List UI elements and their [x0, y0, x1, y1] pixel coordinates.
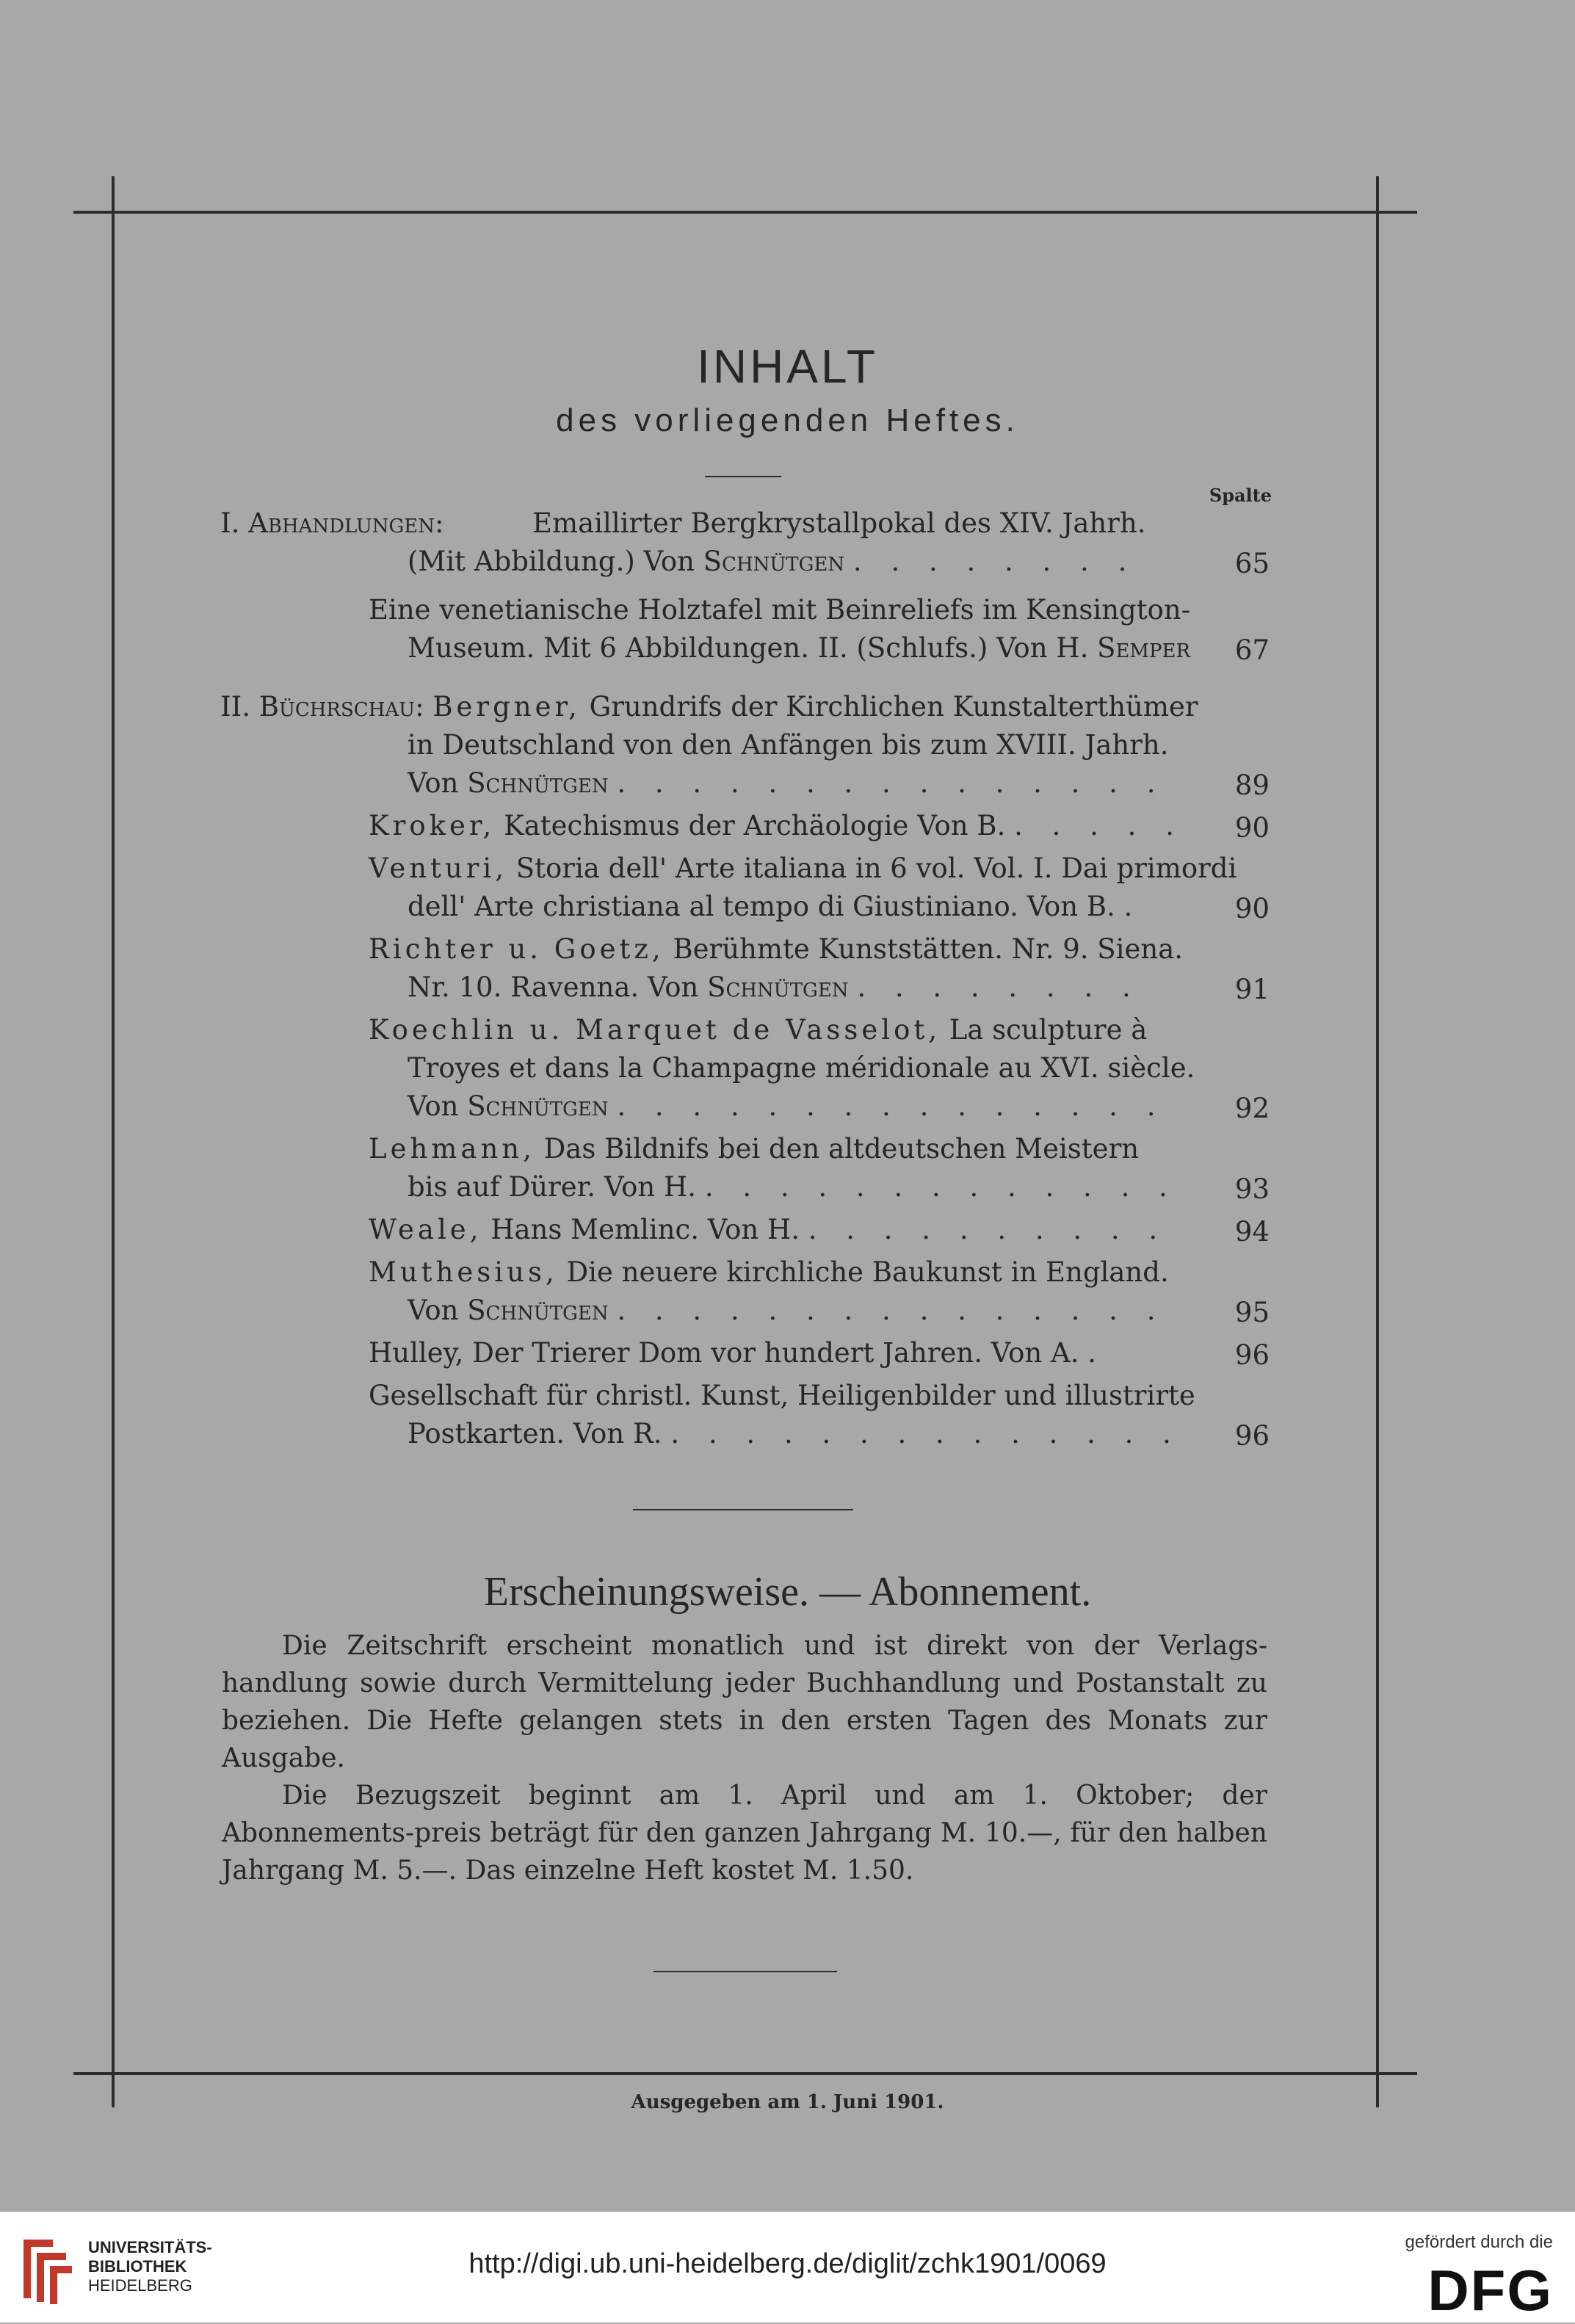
- toc-entry: [369, 1256, 1169, 1288]
- page-subtitle: des vorliegenden Heftes.: [556, 402, 1019, 438]
- leader-dots: . . . . . . . . . . . . . . .: [617, 1090, 1166, 1122]
- funding-label: gefördert durch die: [1405, 2232, 1553, 2252]
- toc-s2-e1-line2: in Deutschland von den Anfängen bis zum XVIII. Jahrh.: [408, 729, 1169, 761]
- toc-s2-e4-page: 91: [1234, 974, 1270, 1005]
- leader-dots: . . . . . . . . . . . . . . .: [617, 767, 1166, 799]
- toc-s2-e1-page: 89: [1234, 770, 1270, 801]
- toc-s2-e10-line2: Postkarten. Von R.: [408, 1418, 662, 1449]
- library-name-line1: UNIVERSITÄTS-: [88, 2238, 212, 2256]
- toc-s1-e1-line2: (Mit Abbildung.) Von: [408, 546, 695, 577]
- toc-section-1-label: I. Abhandlungen:: [220, 507, 444, 539]
- frame-right-rule: [1376, 176, 1379, 2107]
- toc-s2-e5-line3: Von: [408, 1090, 459, 1122]
- toc-s2-e3-line1: Storia dell' Arte italiana in 6 vol. Vol. I. Dai primordi: [515, 853, 1237, 884]
- toc-s2-e9-line1: Der Trierer Dom vor hundert Jahren. Von A.: [472, 1337, 1079, 1369]
- toc-s2-e4-name: Richter u. Goetz,: [369, 933, 665, 965]
- section-divider: [633, 1509, 853, 1510]
- toc-entry: [369, 1337, 1107, 1369]
- toc-s2-e2-line1: Katechismus der Archäologie Von B.: [504, 810, 1006, 841]
- toc-s2-e6-line2: bis auf Dürer. Von H.: [408, 1171, 697, 1203]
- page-url-link[interactable]: http://digi.ub.uni-heidelberg.de/diglit/zchk1901/0069: [468, 2248, 1107, 2279]
- toc-s2-e10-line1: Gesellschaft für christl. Kunst, Heiligenbilder und illustrirte: [369, 1380, 1195, 1411]
- toc-s2-e9-page: 96: [1234, 1339, 1270, 1371]
- toc-entry: [220, 691, 1198, 723]
- toc-s2-e8-name: Muthesius,: [369, 1256, 558, 1288]
- toc-s2-e1-author: Schnütgen: [467, 767, 609, 799]
- leader-dots: . . . . . . . . . . . . .: [704, 1171, 1178, 1203]
- toc-entry: [369, 1014, 1148, 1046]
- toc-s2-e5-page: 92: [1234, 1093, 1270, 1124]
- toc-entry: [369, 1216, 1167, 1243]
- toc-s2-e5-line2: Troyes et dans la Champagne méridionale au XVI. siècle.: [408, 1052, 1195, 1084]
- ornament-divider: [653, 1971, 837, 1972]
- toc-s2-e5-name: Koechlin u. Marquet de Vasselot,: [369, 1014, 941, 1046]
- toc-s2-e7-line1: Hans Memlinc. Von H.: [490, 1214, 800, 1245]
- toc-s2-e1-line1: Grundrifs der Kirchlichen Kunstalterthümer: [589, 691, 1198, 723]
- library-name-line2: BIBLIOTHEK: [88, 2257, 187, 2276]
- toc-entry: [408, 634, 1190, 662]
- toc-s2-e4-author: Schnütgen: [707, 971, 849, 1003]
- toc-s2-e2-name: Kroker,: [369, 810, 496, 841]
- toc-s2-e10-page: 96: [1234, 1420, 1270, 1452]
- toc-s2-e4-line1: Berühmte Kunststätten. Nr. 9. Siena.: [673, 933, 1184, 965]
- toc-s2-e3-name: Venturi,: [369, 853, 508, 884]
- toc-entry: [408, 1420, 1181, 1447]
- toc-s2-e3-line2: dell' Arte christiana al tempo di Giustiniano. Von B.: [408, 891, 1115, 922]
- leader-dots: . . . . . . . . . . . . . . .: [617, 1295, 1166, 1326]
- toc-s2-e7-name: Weale,: [369, 1214, 482, 1245]
- toc-s2-e8-line2: Von: [408, 1295, 459, 1326]
- toc-entry: [408, 893, 1143, 920]
- toc-s1-e1-page: 65: [1234, 548, 1270, 579]
- frame-left-rule: [112, 176, 115, 2107]
- toc-s2-e8-page: 95: [1234, 1297, 1270, 1328]
- toc-entry: [408, 971, 1141, 1003]
- leader-dots: . . . . .: [1014, 810, 1184, 841]
- toc-entry: [369, 1133, 1140, 1165]
- toc-entry: [408, 1173, 1178, 1201]
- leader-dots: .: [1123, 891, 1143, 922]
- toc-s2-e6-name: Lehmann,: [369, 1133, 535, 1165]
- leader-dots: . . . . . . . .: [852, 546, 1137, 577]
- toc-entry: [408, 1297, 1165, 1324]
- toc-entry: [408, 1090, 1166, 1122]
- toc-s2-e5-author: Schnütgen: [467, 1090, 609, 1122]
- column-label: Spalte: [1209, 485, 1272, 506]
- subscription-paragraph-1: Die Zeitschrift erscheint monatlich und ist direkt von der Verlags-handlung sowie durch Vermittelung jeder Buchhandlung und Postanstalt zu beziehen. Die Hefte gelangen stets in den ersten Tagen des Monats zur Ausgabe.: [222, 1631, 1267, 1773]
- toc-entry: [369, 855, 1237, 882]
- subscription-title: Erscheinungsweise. — Abonnement.: [483, 1569, 1092, 1615]
- toc-entry: [369, 812, 1184, 839]
- leader-dots: . . . . . . . . . .: [808, 1214, 1168, 1245]
- toc-s1-e2-line1: Eine venetianische Holztafel mit Beinreliefs im Kensington-: [369, 594, 1191, 626]
- toc-entry: [369, 935, 1183, 963]
- frame-bottom-rule: [73, 2072, 1417, 2075]
- toc-s2-e9-name: Hulley,: [369, 1337, 464, 1369]
- toc-s2-e7-page: 94: [1234, 1216, 1270, 1248]
- toc-s2-e6-page: 93: [1234, 1173, 1270, 1205]
- frame-top-rule: [73, 211, 1417, 214]
- toc-s2-e3-page: 90: [1234, 893, 1270, 924]
- leader-dots: .: [1087, 1337, 1107, 1369]
- page-title: INHALT: [697, 340, 878, 393]
- toc-s2-e1-line3: Von: [408, 767, 459, 799]
- leader-dots: . . . . . . . .: [857, 971, 1141, 1003]
- toc-s2-e4-line2: Nr. 10. Ravenna. Von: [408, 971, 699, 1003]
- toc-s2-e1-name: Bergner,: [432, 691, 581, 723]
- issue-date: Ausgegeben am 1. Juni 1901.: [631, 2091, 944, 2113]
- subscription-paragraph-2: Die Bezugszeit beginnt am 1. April und am 1. Oktober; der Abonnements-preis beträgt für den ganzen Jahrgang M. 10.—, für den halben Jahrgang M. 5.—. Das einzelne Heft kostet M. 1.50.: [222, 1781, 1267, 1886]
- title-divider: [705, 476, 781, 477]
- toc-s1-e2-line2: Museum. Mit 6 Abbildungen. II. (Schlufs.) Von H.: [408, 632, 1089, 664]
- toc-entry: [408, 548, 1137, 575]
- dfg-logo: DFG: [1427, 2258, 1553, 2323]
- viewer-bottom-bar: [0, 2212, 1575, 2323]
- toc-s2-e8-line1: Die neuere kirchliche Baukunst in England.: [566, 1256, 1169, 1288]
- toc-s2-e2-page: 90: [1234, 812, 1270, 844]
- leader-dots: . . . . . . . . . . . . . .: [670, 1418, 1181, 1449]
- toc-s2-e5-line1: La sculpture à: [949, 1014, 1148, 1046]
- toc-s1-e2-author: Semper: [1097, 632, 1191, 664]
- toc-s2-e8-author: Schnütgen: [467, 1295, 609, 1326]
- toc-s1-e1-line1: Emaillirter Bergkrystallpokal des XIV. Jahrh.: [532, 507, 1146, 539]
- library-name-line3: HEIDELBERG: [88, 2276, 192, 2295]
- toc-section-2-label: II. Büchrschau:: [220, 691, 424, 723]
- toc-s1-e2-page: 67: [1234, 634, 1270, 666]
- toc-s2-e6-line1: Das Bildnifs bei den altdeutschen Meistern: [543, 1133, 1140, 1165]
- toc-s1-e1-author: Schnütgen: [703, 546, 845, 577]
- toc-entry: [408, 767, 1166, 799]
